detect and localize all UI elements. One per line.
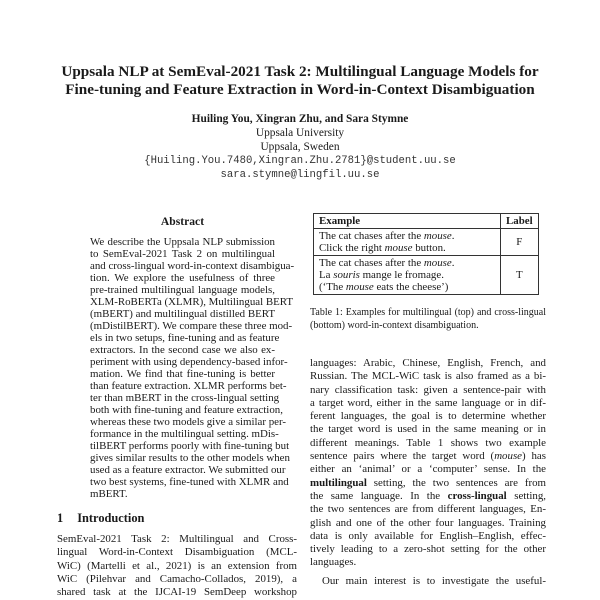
text-line: lingual Word-in-Context Disambiguation (MCL- (57, 546, 297, 559)
paper-title-line-1: Uppsala NLP at SemEval-2021 Task 2: Multilingual Language Models for (61, 63, 539, 80)
text-span: languages: Arabic, Chinese, English, French, and (310, 357, 546, 369)
text-span: different meanings. Table 1 shows two example (310, 436, 546, 449)
section-title: Introduction (77, 511, 145, 525)
text-line: extractors. In the second case we also ex- (90, 344, 275, 356)
text-line: formance in the multilingual setting. mDis- (90, 428, 279, 440)
text-line: periment with using dependency-based infor- (90, 356, 288, 368)
text-span: (‘The (319, 281, 346, 293)
text-line (310, 384, 546, 397)
examples-table (313, 213, 539, 295)
italic-text: mouse (423, 230, 452, 242)
italic-text: mouse (494, 450, 523, 463)
text-span: sentence pairs where the target word ( (310, 450, 495, 463)
text-line: shared task at the IJCAI-19 SemDeep workshop (57, 586, 297, 599)
text-line: whereas these two models give a similar per- (90, 416, 287, 428)
example-sentence (319, 281, 495, 293)
paper-title-line-2: Fine-tuning and Feature Extraction in Word-in-Context Disambiguation (65, 81, 535, 98)
affiliation: Uppsala University (255, 127, 345, 139)
example-cell (314, 256, 501, 295)
text-line (310, 477, 546, 490)
text-line: to SemEval-2021 Task 2 on multilingual (90, 248, 275, 260)
section-number: 1 (57, 511, 64, 525)
text-line (310, 423, 546, 436)
text-span: glish and one of the other four languages. Training (310, 516, 546, 529)
email-line-1: {Huiling.You.7480,Xingran.Zhu.2781}@student.uu.se (144, 155, 456, 167)
italic-text: mouse (384, 242, 413, 254)
example-sentence (319, 242, 495, 254)
location: Uppsala, Sweden (260, 141, 340, 153)
text-span: mange le fromage. (359, 269, 444, 281)
text-line: gives similar results to the other models when (90, 452, 290, 464)
text-line: two best systems, fine-tuned with XLMR and (90, 476, 289, 488)
text-line (310, 397, 546, 410)
label-cell: F (501, 229, 539, 256)
example-sentence (319, 257, 495, 269)
table-row (314, 256, 539, 295)
italic-text: mouse (345, 281, 374, 293)
text-line (310, 370, 546, 383)
abstract-heading: Abstract (160, 215, 205, 228)
text-span: . (451, 230, 455, 242)
text-line (310, 450, 546, 463)
text-line (310, 503, 546, 516)
text-line (310, 517, 546, 530)
text-line: XLM-RoBERTa (XLMR), Multilingual BERT (90, 296, 294, 308)
text-span: nary classification task: given a sentence-pair with (310, 383, 546, 396)
text-span: languages. (310, 556, 357, 569)
example-cell (314, 229, 501, 256)
text-line: than feature extraction. XLMR performs bet- (90, 380, 287, 392)
text-span: The cat chases after the (319, 257, 424, 269)
text-line (310, 490, 546, 503)
text-line (310, 543, 546, 556)
text-line (310, 575, 546, 588)
italic-text: souris (333, 269, 360, 281)
text-span: . (451, 257, 455, 269)
text-line: and cross-lingual word-in-context disambigua- (90, 260, 295, 272)
text-line (310, 530, 546, 543)
bold-text: multilingual (310, 476, 367, 489)
authors: Huiling You, Xingran Zhu, and Sara Stymne (191, 113, 409, 125)
text-line: els in two setups, fine-tuning and as feature (90, 332, 280, 344)
email-line-2: sara.stymne@lingfil.uu.se (220, 169, 380, 181)
text-line: WiC) (Martelli et al., 2021) is an extension from (57, 559, 297, 572)
table-header-label: Label (501, 214, 539, 229)
text-line: tion. We explore the usefulness of three (90, 272, 275, 284)
text-line (310, 463, 546, 476)
bold-text: cross-lingual (447, 489, 507, 502)
text-span: Russian. The MCL-WiC task is also framed as a bi- (310, 370, 546, 383)
text-line: WiC (Pilehvar and Camacho-Collados, 2019), a (57, 572, 297, 585)
text-line: (mDistilBERT). We compare these three mod- (90, 320, 293, 332)
example-sentence (319, 230, 495, 242)
text-line (310, 437, 546, 450)
text-line: (mBERT) and multilingual distilled BERT (90, 308, 276, 320)
text-span: The cat chases after the (319, 230, 424, 242)
example-sentence (319, 269, 495, 281)
text-line: mBERT. (90, 488, 128, 500)
text-span: the same language. In the (310, 489, 448, 502)
text-span: eats the cheese’) (373, 281, 449, 293)
text-line: We describe the Uppsala NLP submission (90, 236, 275, 248)
text-span: the two sentences are from different languages, En- (310, 503, 546, 516)
abstract-body (90, 236, 295, 500)
text-line (310, 357, 546, 370)
text-line: tilBERT performs poorly with fine-tuning but (90, 440, 290, 452)
text-span: setting, the two sentences are from (366, 476, 546, 489)
text-span: setting, (506, 489, 546, 502)
text-span: either an ‘animal’ or a ‘computer’ sense. In the (310, 463, 546, 476)
text-span: data is only available for English–English, effec- (310, 529, 546, 542)
text-span: Click the right (319, 242, 385, 254)
text-span: button. (412, 242, 446, 254)
table-header-example: Example (314, 214, 501, 229)
label-cell: T (501, 256, 539, 295)
text-span: Our main interest is to investigate the useful- (322, 574, 546, 587)
text-span: a target word, either in the same language or in dif- (310, 396, 546, 409)
text-line: used as a feature extractor. We submitted our (90, 464, 286, 476)
text-line: pre-trained multilingual language models, (90, 284, 275, 296)
text-span: the target word is used in the same meaning or in (310, 423, 546, 436)
text-line: both with fine-tuning and feature extraction, (90, 404, 283, 416)
text-span: ferent languages, the goal is to determine whether (310, 410, 546, 423)
table-caption: Table 1: Examples for multilingual (top) and cross-lingual (bottom) word-in-context disambiguation. (310, 307, 546, 331)
right-column-body (310, 357, 546, 588)
text-line (310, 410, 546, 423)
text-span: tively leading to a zero-shot setting for the other (310, 543, 546, 556)
table-row (314, 229, 539, 256)
text-span: ) has (522, 450, 546, 463)
text-line: ter than mBERT in the cross-lingual setting (90, 392, 280, 404)
introduction-body (57, 533, 297, 599)
text-line: mation. We find that fine-tuning is better (90, 368, 275, 380)
text-line: SemEval-2021 Task 2: Multilingual and Cross- (57, 533, 297, 545)
italic-text: mouse (423, 257, 452, 269)
text-line (310, 556, 546, 569)
text-span: La (319, 269, 334, 281)
section-heading-introduction (57, 511, 144, 526)
